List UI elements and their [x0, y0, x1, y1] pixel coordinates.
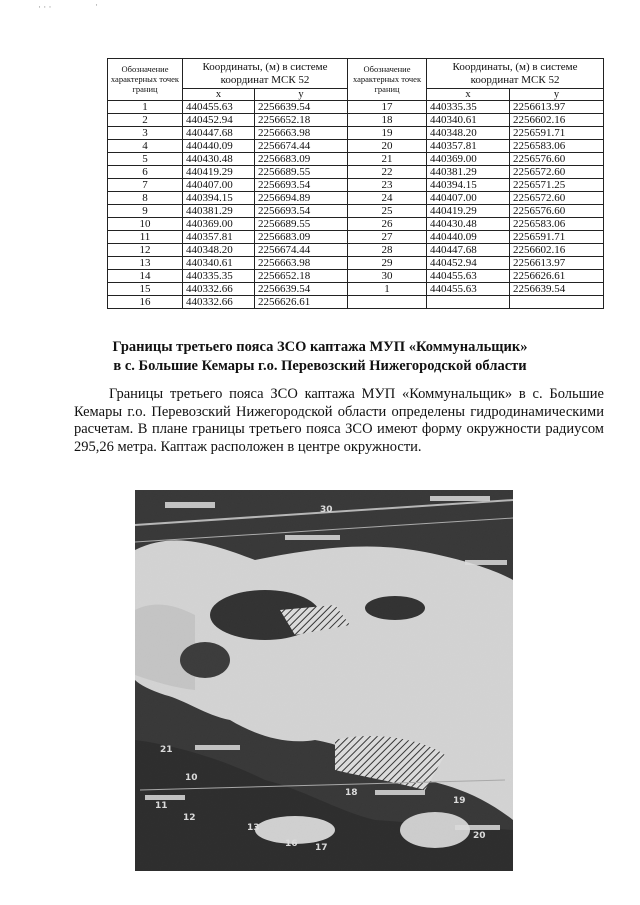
coord-y: 2256613.97 [510, 101, 604, 114]
coord-y: 2256639.54 [510, 283, 604, 296]
header-x-left: x [183, 89, 255, 101]
title-line-2: в с. Большие Кемары г.о. Перевозский Нижегородской области [113, 358, 527, 374]
header-points-left: Обозначение характерных точек границ [108, 59, 183, 101]
coord-y: 2256571.25 [510, 179, 604, 192]
table-row [108, 296, 604, 309]
map-point-label: 12 [183, 813, 196, 823]
coord-x: 440455.63 [427, 270, 510, 283]
coord-x: 440440.09 [427, 231, 510, 244]
point-number: 4 [108, 140, 183, 153]
point-number: 18 [348, 114, 427, 127]
point-number: 7 [108, 179, 183, 192]
coord-y: 2256583.06 [510, 140, 604, 153]
coord-x: 440348.20 [427, 127, 510, 140]
map-point-label: 20 [473, 831, 486, 841]
map-point-label: 16 [285, 839, 298, 849]
map-point-label: 17 [315, 843, 328, 853]
table-row [108, 231, 604, 244]
table-row [108, 257, 604, 270]
coord-x: 440335.35 [427, 101, 510, 114]
coord-x: 440332.66 [183, 296, 255, 309]
point-number: 21 [348, 153, 427, 166]
coord-x: 440455.63 [183, 101, 255, 114]
title-line-1: Границы третьего пояса ЗСО каптажа МУП «Коммунальщик» [112, 339, 528, 355]
coord-y: 2256674.44 [255, 244, 348, 257]
point-number: 25 [348, 205, 427, 218]
header-x-right: x [427, 89, 510, 101]
point-number: 15 [108, 283, 183, 296]
point-number: 3 [108, 127, 183, 140]
coord-y: 2256663.98 [255, 127, 348, 140]
table-row [108, 140, 604, 153]
point-number: 27 [348, 231, 427, 244]
coord-y: 2256613.97 [510, 257, 604, 270]
coord-y: 2256572.60 [510, 166, 604, 179]
point-number: 28 [348, 244, 427, 257]
coord-x: 440440.09 [183, 140, 255, 153]
point-number: 24 [348, 192, 427, 205]
point-number: 23 [348, 179, 427, 192]
header-coords-right: Координаты, (м) в системе координат МСК 52 [427, 59, 604, 89]
coord-x: 440340.61 [183, 257, 255, 270]
coord-y: 2256639.54 [255, 283, 348, 296]
coord-x: 440452.94 [427, 257, 510, 270]
coord-x: 440419.29 [183, 166, 255, 179]
coord-y: 2256602.16 [510, 244, 604, 257]
point-number: 29 [348, 257, 427, 270]
point-number: 1 [108, 101, 183, 114]
coord-y: 2256652.18 [255, 270, 348, 283]
coord-y: 2256576.60 [510, 205, 604, 218]
section-title [0, 338, 640, 376]
point-number: 17 [348, 101, 427, 114]
coord-y: 2256683.09 [255, 153, 348, 166]
coord-y [510, 296, 604, 309]
scan-noise: · [95, 0, 98, 10]
map-point-label: 21 [160, 745, 173, 755]
table-row [108, 283, 604, 296]
coord-x [427, 296, 510, 309]
point-number: 11 [108, 231, 183, 244]
coord-y: 2256652.18 [255, 114, 348, 127]
scan-noise: · · · [38, 2, 52, 12]
point-number: 6 [108, 166, 183, 179]
table-row [108, 114, 604, 127]
zone-map-image [135, 490, 513, 871]
point-number: 26 [348, 218, 427, 231]
coord-y: 2256663.98 [255, 257, 348, 270]
table-row [108, 205, 604, 218]
table-row [108, 192, 604, 205]
coord-x: 440430.48 [183, 153, 255, 166]
coord-x: 440394.15 [427, 179, 510, 192]
coord-y: 2256591.71 [510, 231, 604, 244]
header-points-right: Обозначение характерных точек границ [348, 59, 427, 101]
header-y-right: y [510, 89, 604, 101]
coord-y: 2256626.61 [510, 270, 604, 283]
coord-y: 2256626.61 [255, 296, 348, 309]
point-number: 14 [108, 270, 183, 283]
table-row [108, 153, 604, 166]
coord-x: 440332.66 [183, 283, 255, 296]
coord-x: 440357.81 [183, 231, 255, 244]
coord-x: 440447.68 [427, 244, 510, 257]
table-row [108, 244, 604, 257]
table-row [108, 179, 604, 192]
coord-x: 440335.35 [183, 270, 255, 283]
table-row [108, 101, 604, 114]
coordinates-table [107, 58, 604, 309]
point-number: 8 [108, 192, 183, 205]
map-point-label: 19 [453, 796, 466, 806]
point-number: 30 [348, 270, 427, 283]
coord-y: 2256689.55 [255, 218, 348, 231]
coord-y: 2256576.60 [510, 153, 604, 166]
coord-x: 440369.00 [427, 153, 510, 166]
coord-y: 2256674.44 [255, 140, 348, 153]
coord-x: 440447.68 [183, 127, 255, 140]
coord-y: 2256689.55 [255, 166, 348, 179]
header-coords-left: Координаты, (м) в системе координат МСК 52 [183, 59, 348, 89]
point-number: 16 [108, 296, 183, 309]
coord-y: 2256583.06 [510, 218, 604, 231]
point-number: 5 [108, 153, 183, 166]
map-point-label: 11 [155, 801, 168, 811]
coord-y: 2256683.09 [255, 231, 348, 244]
point-number: 9 [108, 205, 183, 218]
point-number: 22 [348, 166, 427, 179]
description-text: Границы третьего пояса ЗСО каптажа МУП «Коммунальщик» в с. Большие Кемары г.о. Перевозский Нижегородской области определены гидродинамическими расчетам. В плане границы третьего пояса ЗСО имеют форму окружности радиусом 295,26 метра. Каптаж расположен в центре окружности. [74, 386, 604, 455]
coord-x: 440452.94 [183, 114, 255, 127]
map-point-label: 30 [320, 505, 333, 515]
coord-x: 440357.81 [427, 140, 510, 153]
coord-x: 440455.63 [427, 283, 510, 296]
point-number: 13 [108, 257, 183, 270]
table-row [108, 218, 604, 231]
point-number: 20 [348, 140, 427, 153]
description-paragraph [74, 386, 604, 456]
map-scan-texture [135, 490, 513, 871]
coord-x: 440348.20 [183, 244, 255, 257]
point-number: 10 [108, 218, 183, 231]
coord-x: 440430.48 [427, 218, 510, 231]
coord-x: 440394.15 [183, 192, 255, 205]
coord-x: 440340.61 [427, 114, 510, 127]
coord-x: 440419.29 [427, 205, 510, 218]
coord-y: 2256693.54 [255, 179, 348, 192]
coord-x: 440381.29 [427, 166, 510, 179]
coord-x: 440407.00 [427, 192, 510, 205]
coord-y: 2256591.71 [510, 127, 604, 140]
coord-x: 440407.00 [183, 179, 255, 192]
coord-x: 440381.29 [183, 205, 255, 218]
coord-y: 2256602.16 [510, 114, 604, 127]
map-point-label: 13 [247, 823, 260, 833]
coord-y: 2256693.54 [255, 205, 348, 218]
table-row [108, 127, 604, 140]
point-number: 19 [348, 127, 427, 140]
map-graphic [135, 490, 513, 871]
map-point-label: 10 [185, 773, 198, 783]
map-point-label: 18 [345, 788, 358, 798]
coord-x: 440369.00 [183, 218, 255, 231]
table-row [108, 270, 604, 283]
coord-y: 2256639.54 [255, 101, 348, 114]
point-number [348, 296, 427, 309]
point-number: 1 [348, 283, 427, 296]
table-row [108, 166, 604, 179]
coord-y: 2256694.89 [255, 192, 348, 205]
header-y-left: y [255, 89, 348, 101]
point-number: 12 [108, 244, 183, 257]
point-number: 2 [108, 114, 183, 127]
coord-y: 2256572.60 [510, 192, 604, 205]
